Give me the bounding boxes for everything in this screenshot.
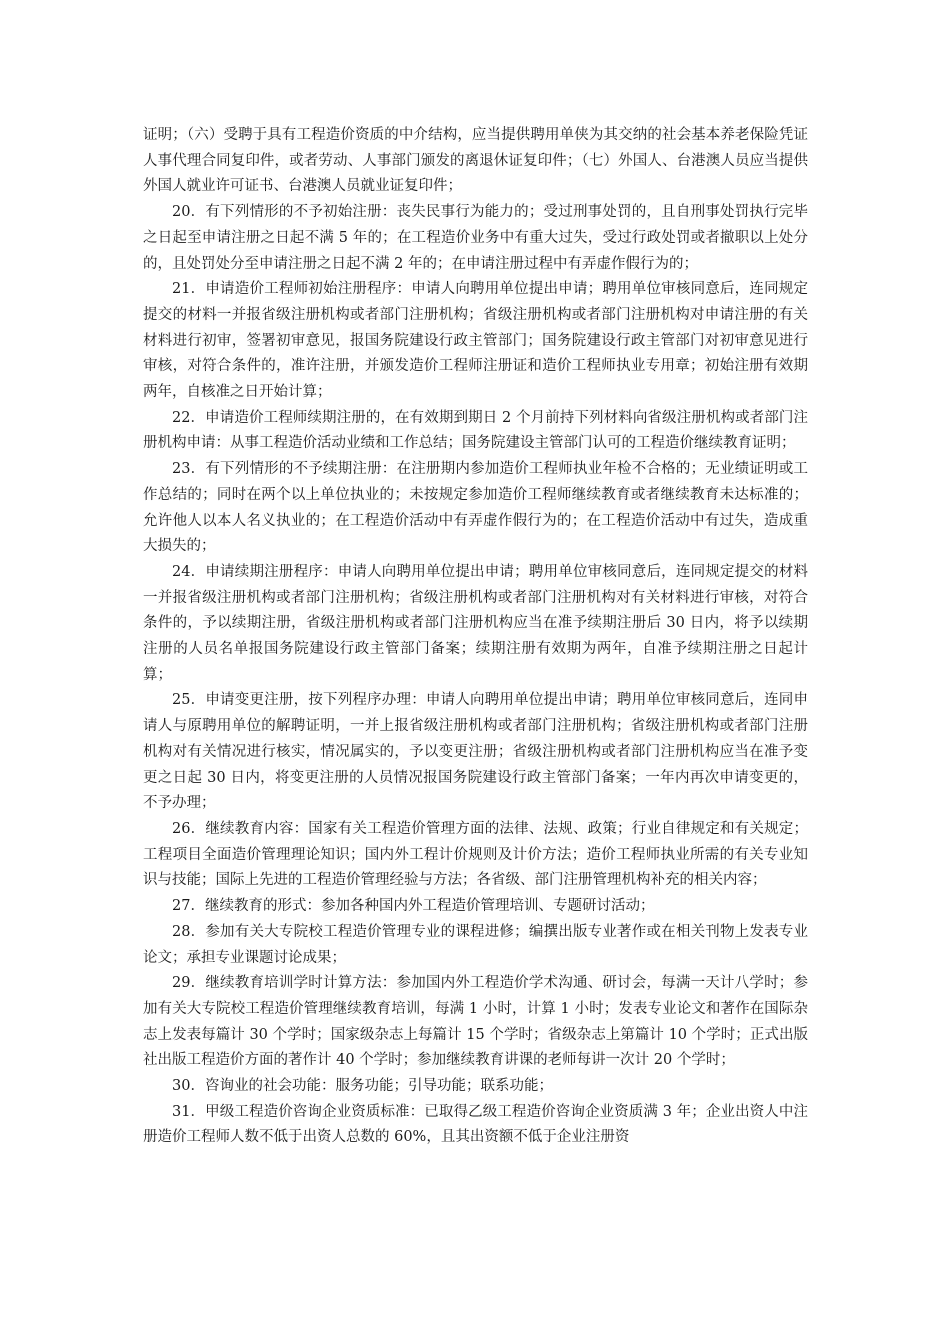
paragraph-item-21: 21．申请造价工程师初始注册程序：申请人向聘用单位提出申请；聘用单位审核同意后，连同规定提交的材料一并报省级注册机构或者部门注册机构；省级注册机构或者部门注册机构对申请注册的有关材料进行初审，签署初审意见，报国务院建设行政主管部门；国务院建设行政主管部门对初审意见进行审核，对符合条件的，准许注册，并颁发造价工程师注册证和造价工程师执业专用章；初始注册有效期两年，自核准之日开始计算； [143, 281, 808, 401]
paragraph-item-29: 29．继续教育培训学时计算方法：参加国内外工程造价学术沟通、研讨会，每满一天计八学时；参加有关大专院校工程造价管理继续教育培训，每满 1 小时，计算 1 小时；发表专业论文和著作在国际杂志上发表每篇计 30 个学时；国家级杂志上每篇计 15 个学时；省级杂志上第篇计 10 个学时；正式出版社出版工程造价方面的著作计 40 个学时；参加继续教育讲课的老师每讲一次计 20 个学时； [143, 975, 808, 1069]
paragraph-item-26: 26．继续教育内容：国家有关工程造价管理方面的法律、法规、政策；行业自律规定和有关规定；工程项目全面造价管理理论知识；国内外工程计价规则及计价方法；造价工程师执业所需的有关专业知识与技能；国际上先进的工程造价管理经验与方法；各省级、部门注册管理机构补充的相关内容； [143, 820, 808, 889]
paragraph-item-27: 27．继续教育的形式：参加各种国内外工程造价管理培训、专题研讨活动； [172, 898, 655, 915]
paragraph-item-25: 25．申请变更注册，按下列程序办理：申请人向聘用单位提出申请；聘用单位审核同意后，连同申请人与原聘用单位的解聘证明，一并上报省级注册机构或者部门注册机构；省级注册机构或者部门注册机构对有关情况进行核实，情况属实的，予以变更注册；省级注册机构或者部门注册机构应当在准予变更之日起 30 日内，将变更注册的人员情况报国务院建设行政主管部门备案；一年内再次申请变更的，不予办理； [143, 692, 808, 812]
paragraph-item-28: 28．参加有关大专院校工程造价管理专业的课程进修；编撰出版专业著作或在相关刊物上发表专业论文；承担专业课题讨论成果； [143, 923, 808, 966]
paragraph-item-31: 31．甲级工程造价咨询企业资质标准：已取得乙级工程造价咨询企业资质满 3 年；企业出资人中注册造价工程师人数不低于出资人总数的 60%，且其出资额不低于企业注册资 [143, 1103, 808, 1146]
paragraph-item-23: 23．有下列情形的不予续期注册：在注册期内参加造价工程师执业年检不合格的；无业绩证明或工作总结的；同时在两个以上单位执业的；未按规定参加造价工程师继续教育或者继续教育未达标准的；允许他人以本人名义执业的；在工程造价活动中有弄虚作假行为的；在工程造价活动中有过失，造成重大损失的； [143, 461, 808, 555]
paragraph-item-20: 20．有下列情形的不予初始注册：丧失民事行为能力的；受过刑事处罚的，且自刑事处罚执行完毕之日起至申请注册之日起不满 5 年的；在工程造价业务中有重大过失，受过行政处罚或者撤职以上处分的，且处罚处分至申请注册之日起不满 2 年的；在申请注册过程中有弄虚作假行为的； [143, 204, 808, 272]
document-body [143, 123, 808, 1151]
paragraph-item-24: 24．申请续期注册程序：申请人向聘用单位提出申请；聘用单位审核同意后，连同规定提交的材料一并报省级注册机构或者部门注册机构；省级注册机构或者部门注册机构对有关材料进行审核，对符合条件的，予以续期注册，省级注册机构或者部门注册机构应当在准予续期注册后 30 日内，将予以续期注册的人员名单报国务院建设行政主管部门备案；续期注册有效期为两年，自准予续期注册之日起计算； [143, 563, 808, 683]
paragraph-item-22: 22．申请造价工程师续期注册的，在有效期到期日 2 个月前持下列材料向省级注册机构或者部门注册机构申请：从事工程造价活动业绩和工作总结；国务院建设主管部门认可的工程造价继续教育证明； [143, 409, 808, 452]
paragraph-continuation: 证明；（六）受聘于具有工程造价资质的中介结构，应当提供聘用单侠为其交纳的社会基本养老保险凭证人事代理合同复印件，或者劳动、人事部门颁发的离退休证复印件；（七）外国人、台港澳人员应当提供外国人就业许可证书、台港澳人员就业证复印件； [143, 127, 808, 195]
paragraph-item-30: 30．咨询业的社会功能：服务功能；引导功能；联系功能； [172, 1078, 553, 1095]
